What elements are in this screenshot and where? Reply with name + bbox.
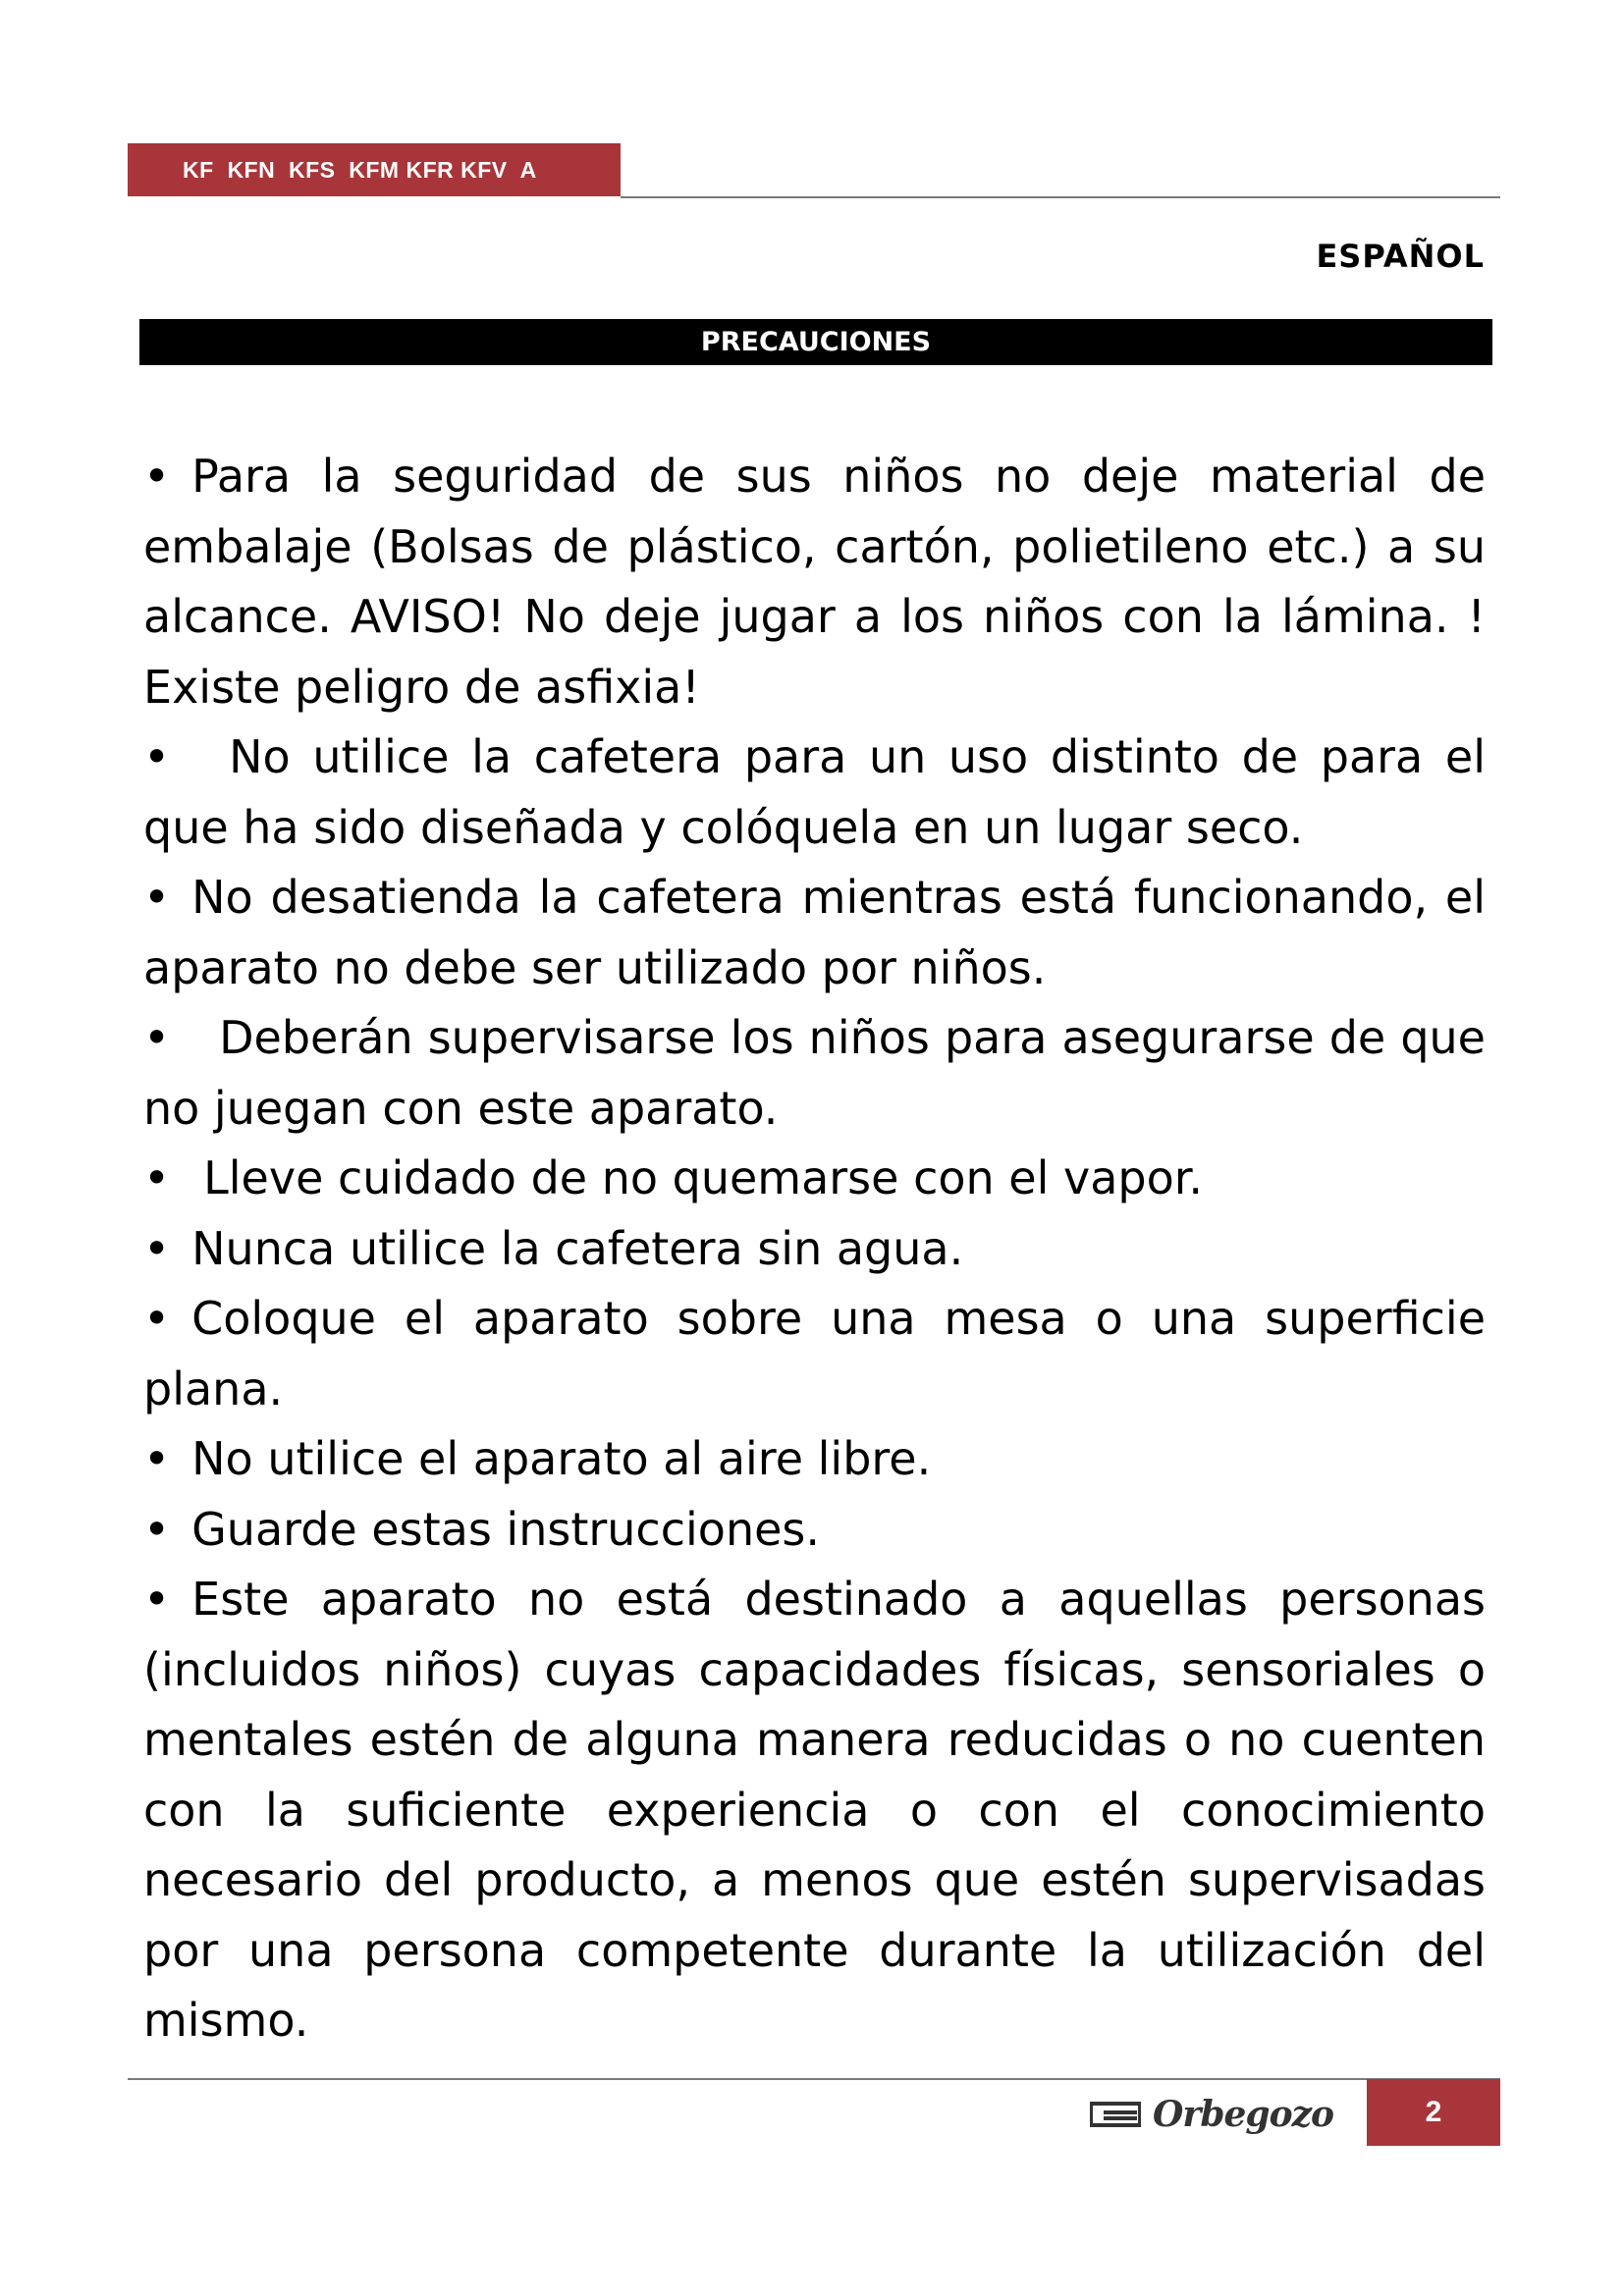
bullet-icon: • [143,730,171,783]
bullet-icon: • [143,1221,171,1275]
bullet-icon: • [143,1573,171,1626]
precaution-text: No utilice la cafetera para un uso distinto de para el que ha sido diseñada y colóquela en un lugar seco. [143,730,1486,854]
precaution-item [143,722,1486,863]
bullet-icon: • [143,871,171,924]
precaution-text: Deberán supervisarse los niños para asegurarse de que no juegan con este aparato. [143,1011,1486,1135]
precaution-text: Guarde estas instrucciones. [191,1502,820,1556]
bullet-icon: • [143,450,171,503]
brand-name: Orbegozo [1153,2094,1334,2135]
language-label: ESPAÑOL [1316,238,1485,275]
bullet-icon: • [143,1502,171,1556]
precaution-item [143,1284,1486,1424]
precaution-text: Nunca utilice la cafetera sin agua. [191,1221,964,1275]
precaution-text: Coloque el aparato sobre una mesa o una superficie plana. [143,1292,1486,1415]
bullet-icon: • [143,1151,171,1204]
header-divider [621,196,1500,198]
precaution-item [143,1003,1486,1144]
footer-divider [128,2078,1500,2080]
precaution-item [143,442,1486,722]
precaution-item [143,1565,1486,2056]
precaution-item [143,863,1486,1003]
bullet-icon: • [143,1011,171,1064]
precaution-text: Este aparato no está destinado a aquellas personas (incluidos niños) cuyas capacidades físicas, sensoriales o mentales estén de alguna manera reducidas o no cuenten con la suficiente experiencia o con el conocimiento necesario del producto, a menos que estén supervisadas por una persona competente durante la utilización del mismo. [143,1573,1486,2047]
precaution-text: Para la seguridad de sus niños no deje material de embalaje (Bolsas de plástico, cartón, polietileno etc.) a su alcance. AVISO! No deje jugar a los niños con la lámina. ! Existe peligro de asfixia! [143,450,1486,714]
bullet-icon: • [143,1432,171,1485]
page-number: 2 [1367,2079,1500,2146]
section-title: PRECAUCIONES [139,319,1492,365]
orbegozo-logo-icon [1090,2102,1141,2127]
precaution-text: No desatienda la cafetera mientras está funcionando, el aparato no debe ser utilizado por niños. [143,871,1486,994]
precaution-item [143,1214,1486,1285]
precaution-item [143,1495,1486,1566]
bullet-icon: • [143,1292,171,1345]
brand-logo [1090,2085,1355,2144]
precautions-list [143,442,1486,2056]
precaution-item [143,1424,1486,1495]
precaution-text: Lleve cuidado de no quemarse con el vapor. [203,1151,1204,1204]
precaution-item [143,1144,1486,1214]
precaution-text: No utilice el aparato al aire libre. [191,1432,932,1485]
model-list-banner: KF KFN KFS KFM KFR KFV A [128,143,621,196]
